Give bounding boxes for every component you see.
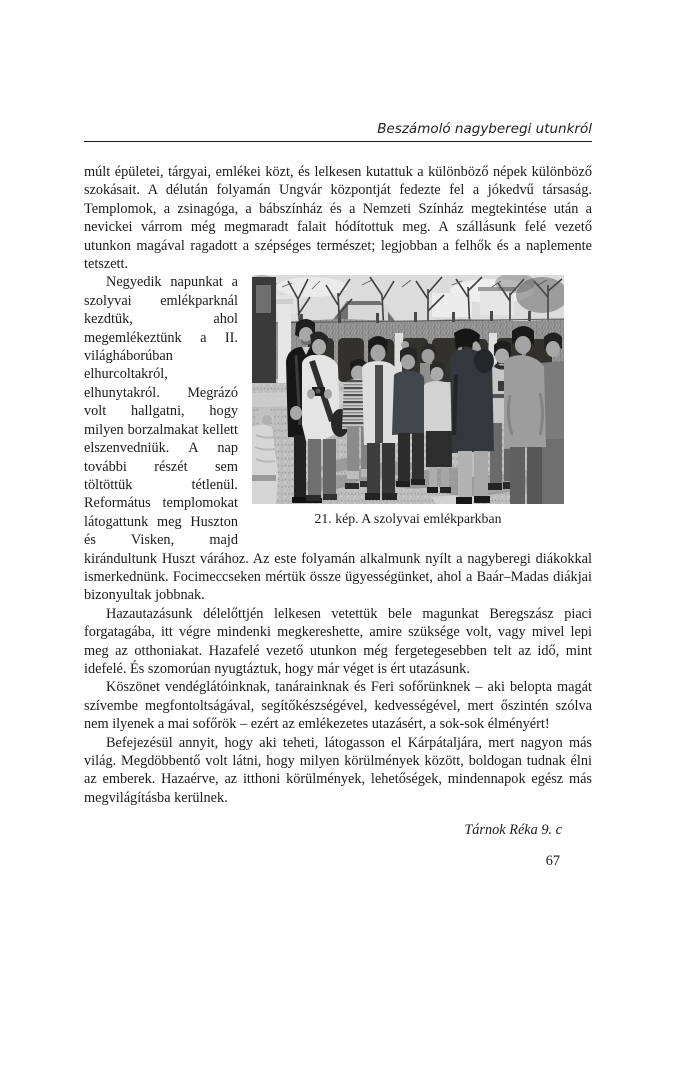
paragraph-journey-home: Hazautazásunk délelőttjén lelkesen vetettük bele magunkat Beregszász piaci forgatagába, itt végre mindenki megkereshette, amire szüksége volt, vagy mivel lepi meg az otthoniakat. Hazafelé vezető utunkon még fergetegesebben telt az idő, mint idefelé. És szomorúan nyugtáztuk, hogy már véget is ért utazásunk. <box>84 605 592 677</box>
memorial-park-photo <box>252 275 564 504</box>
running-header-title: Beszámoló nagyberegi utunkról <box>84 122 592 142</box>
page-number: 67 <box>545 853 560 870</box>
paragraph-day-four: Negyedik napunkat a szolyvai emlékparknál kezdtük, ahol megemlékeztünk a II. világháborúban elhurcoltakról, elhunytakról. Megrázó volt hallgatni, hogy milyen borzalmakat kellett elszenvedniük. A nap további részét sem töltöttük tétlenül. Református templomokat látogattunk meg Huszton és Visken, majd kirándultunk Huszt várához. Az este folyamán alkalmunk nyílt a nagyberegi diákokkal ismerkednünk. Focimeccseken mértük össze ügyességünket, ahol a Baár–Madas diákjai bizonyultak jobbnak. <box>84 274 592 604</box>
paragraph-closing: Befejezésül annyit, hogy aki teheti, látogasson el Kárpátaljára, mert nagyon más világ. Megdöbbentő volt látni, hogy milyen körülmények között, boldogan tudnak élni az emberek. Hazaérve, az itthoni körülmények, lehetőségek, mindennapok egész más megvilágításba kerülnek. <box>84 734 592 806</box>
body-text <box>84 163 592 807</box>
book-page <box>0 122 676 1082</box>
figure <box>252 275 564 528</box>
paragraph-continuation: múlt épületei, tárgyai, emlékei közt, és lelkesen kutattuk a különböző népek különböző szokásait. A délután folyamán Ungvár központját fedezte fel a jókedvű társaság. Templomok, a zsinagóga, a bábszínház és a Nemzeti Színház megtekintése után a nevickei várrom még megmaradt falait hódítottuk meg. A szállásunk felé vezető utunkon magával ragadott a szépséges természet; legjobban a felhők és a naplemente tetszett. <box>84 164 592 273</box>
figure-caption: 21. kép. A szolyvai emlékparkban <box>314 511 502 527</box>
author-signature: Tárnok Réka 9. c <box>464 822 562 839</box>
paragraph-thanks: Köszönet vendéglátóinknak, tanárainknak és Feri sofőrünknek – aki belopta magát szívembe megfontoltságával, segítőkészségével, kedvességével, mert őszintén szólva nem ilyenek a mai sofőrök – ezért az emlékezetes utazásért, a sok-sok élményért! <box>84 679 592 733</box>
